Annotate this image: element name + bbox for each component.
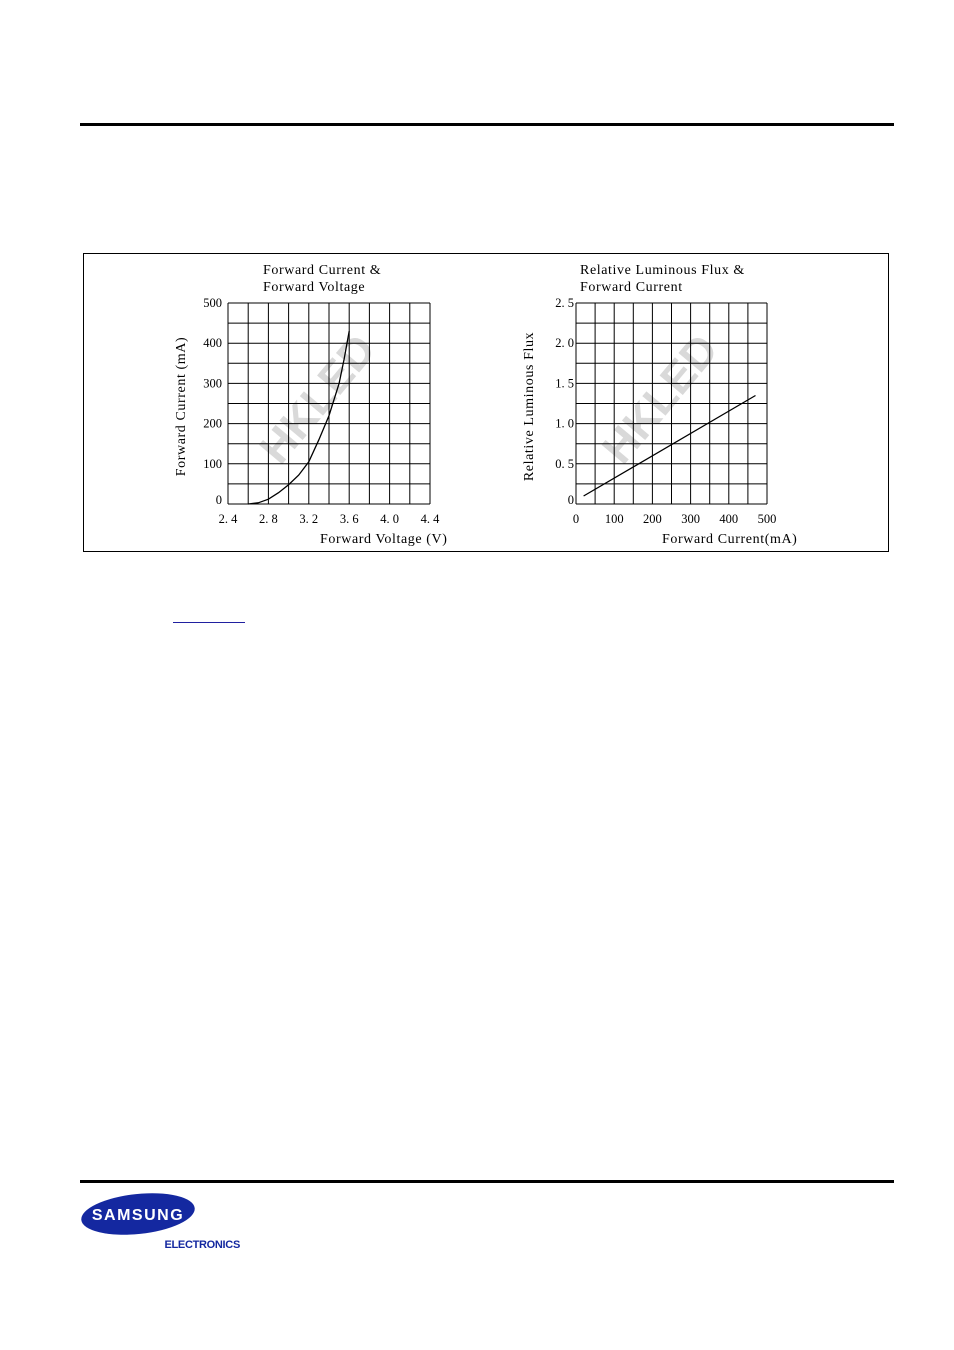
y-tick-label: 500 — [203, 296, 222, 310]
samsung-logo — [80, 1190, 260, 1260]
header-rule — [80, 123, 894, 126]
x-tick-label: 3. 2 — [299, 512, 319, 526]
chart-title: Forward Current & — [263, 263, 382, 278]
logo-brand-text: SAMSUNG — [91, 1207, 185, 1224]
y-tick-label: 2. 0 — [555, 336, 574, 351]
y-axis-label: Relative Luminous Flux — [522, 331, 537, 482]
x-tick-label: 500 — [757, 512, 777, 526]
logo-division-text: ELECTRONICS — [164, 1239, 240, 1251]
y-tick-label: 200 — [203, 416, 222, 431]
footer-rule — [80, 1180, 894, 1183]
x-tick-label: 300 — [681, 512, 700, 526]
x-tick-label: 2. 4 — [218, 512, 238, 526]
chart-2 — [576, 303, 767, 504]
y-tick-label: 300 — [203, 376, 222, 391]
watermark-text: HKLED — [592, 325, 728, 473]
y-tick-label: 100 — [203, 456, 222, 471]
charts-area — [83, 253, 889, 552]
x-tick-label: 4. 0 — [380, 512, 399, 526]
chart-subtitle: Forward Current — [580, 280, 683, 295]
x-tick-label: 100 — [604, 512, 624, 526]
y-tick-label: 400 — [203, 336, 222, 351]
x-axis-label: Forward Current(mA) — [662, 532, 798, 547]
chart-title: Relative Luminous Flux & — [580, 263, 745, 278]
x-tick-label: 0 — [572, 512, 580, 526]
y-tick-label: 0 — [215, 493, 222, 507]
y-tick-label: 0 — [567, 493, 574, 507]
x-axis-label: Forward Voltage (V) — [320, 532, 448, 547]
chart-subtitle: Forward Voltage — [263, 280, 366, 295]
chart-1 — [228, 303, 430, 504]
samsung-logo-graphic — [80, 1190, 260, 1260]
x-tick-label: 200 — [643, 512, 662, 526]
y-tick-label: 0. 5 — [555, 456, 574, 471]
y-axis-label: Forward Current (mA) — [174, 336, 189, 477]
x-tick-label: 4. 4 — [420, 512, 440, 526]
link-underline[interactable] — [173, 622, 245, 623]
y-tick-label: 2. 5 — [555, 296, 574, 310]
x-tick-label: 400 — [719, 512, 739, 526]
x-tick-label: 3. 6 — [339, 512, 359, 526]
x-tick-label: 2. 8 — [259, 512, 278, 526]
y-tick-label: 1. 0 — [555, 416, 574, 431]
y-tick-label: 1. 5 — [555, 376, 574, 391]
watermark-text: HKLED — [250, 325, 386, 473]
